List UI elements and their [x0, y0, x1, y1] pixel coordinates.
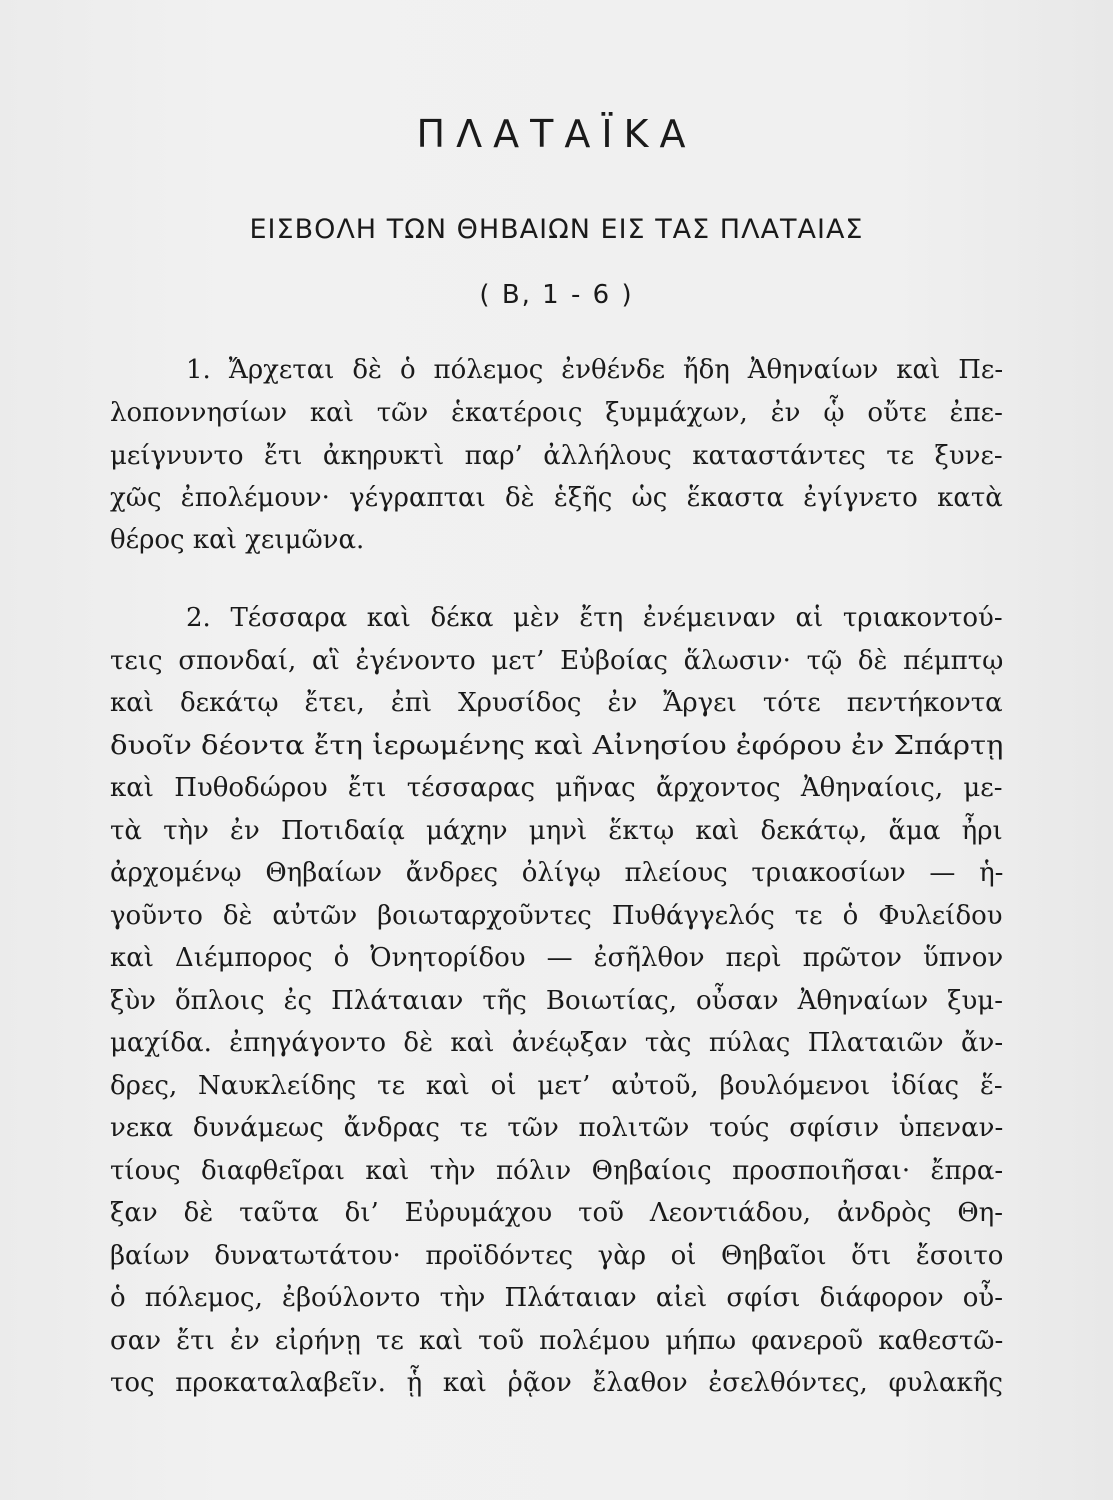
text-line: γοῦντο δὲ αὐτῶν βοιωταρχοῦντες Πυθάγγελός τε ὁ Φυλείδου — [110, 901, 1003, 931]
text-line: τος προκαταλαβεῖν. ᾗ καὶ ῥᾷον ἔλαθον ἐσελθόντες, φυλακῆς — [110, 1368, 1003, 1398]
text-line: ὁ πόλεμος, ἐβούλοντο τὴν Πλάταιαν αἰεὶ σφίσι διάφορον οὖ- — [110, 1283, 1004, 1313]
text-line: θέρος καὶ χειμῶνα. — [110, 525, 365, 555]
text-line: ξὺν ὅπλοις ἐς Πλάταιαν τῆς Βοιωτίας, οὖσαν Ἀθηναίων ξυμ- — [110, 986, 1003, 1016]
text-line: μαχίδα. ἐπηγάγοντο δὲ καὶ ἀνέῳξαν τὰς πύλας Πλαταιῶν ἄν- — [110, 1028, 1004, 1058]
text-line: βαίων δυνατωτάτου· προϊδόντες γὰρ οἱ Θηβαῖοι ὅτι ἔσοιτο — [110, 1241, 1004, 1271]
text-line: χῶς ἐπολέμουν· γέγραπται δὲ ἑξῆς ὡς ἕκαστα ἐγίγνετο κατὰ — [110, 483, 1003, 513]
text-line: ἀρχομένῳ Θηβαίων ἄνδρες ὀλίγῳ πλείους τριακοσίων — ἡ- — [110, 858, 1004, 888]
text-line: δρες, Ναυκλείδης τε καὶ οἱ μετ’ αὐτοῦ, βουλόμενοι ἰδίας ἕ- — [110, 1071, 1003, 1101]
page-title: ΠΛΑΤΑΪΚΑ — [416, 112, 697, 156]
text-line: λοποννησίων καὶ τῶν ἑκατέροις ξυμμάχων, ἐν ᾧ οὔτε ἐπε- — [110, 398, 1003, 428]
text-line: τεις σπονδαί, αἳ ἐγένοντο μετ’ Εὐβοίας ἅλωσιν· τῷ δὲ πέμπτῳ — [110, 646, 1004, 676]
text-line: τίους διαφθεῖραι καὶ τὴν πόλιν Θηβαίοις προσποιῆσαι· ἔπρα- — [110, 1156, 1004, 1186]
text-line: 1. Ἄρχεται δὲ ὁ πόλεμος ἐνθένδε ἤδη Ἀθηναίων καὶ Πε- — [186, 355, 1004, 385]
text-line: καὶ δεκάτῳ ἔτει, ἐπὶ Χρυσίδος ἐν Ἄργει τότε πεντήκοντα — [110, 688, 1003, 718]
text-line: δυοῖν δέοντα ἔτη ἱερωμένης καὶ Αἰνησίου ἐφόρου ἐν Σπάρτῃ — [110, 731, 1004, 761]
text-line: σαν ἔτι ἐν εἰρήνῃ τε καὶ τοῦ πολέμου μήπω φανεροῦ καθεστῶ- — [110, 1326, 1004, 1356]
text-line: ξαν δὲ ταῦτα δι’ Εὐρυμάχου τοῦ Λεοντιάδου, ἀνδρὸς Θη- — [110, 1198, 1004, 1228]
section-heading: ΕΙΣΒΟΛΗ ΤΩΝ ΘΗΒΑΙΩΝ ΕΙΣ ΤΑΣ ΠΛΑΤΑΙΑΣ — [249, 214, 864, 245]
text-line: νεκα δυνάμεως ἄνδρας τε τῶν πολιτῶν τούς σφίσιν ὑπεναν- — [110, 1113, 1004, 1143]
text-line: καὶ Πυθοδώρου ἔτι τέσσαρας μῆνας ἄρχοντος Ἀθηναίοις, με- — [110, 773, 1003, 803]
section-reference: ( Β, 1 - 6 ) — [479, 280, 634, 310]
text-line: τὰ τὴν ἐν Ποτιδαίᾳ μάχην μηνὶ ἕκτῳ καὶ δεκάτῳ, ἅμα ἦρι — [110, 816, 1003, 846]
text-line: μείγνυντο ἔτι ἀκηρυκτὶ παρ’ ἀλλήλους καταστάντες τε ξυνε- — [110, 441, 1003, 471]
text-line: 2. Τέσσαρα καὶ δέκα μὲν ἔτη ἐνέμειναν αἱ τριακοντού- — [186, 603, 1003, 633]
text-line: καὶ Διέμπορος ὁ Ὀνητορίδου — ἐσῆλθον περὶ πρῶτον ὕπνον — [110, 943, 1004, 973]
